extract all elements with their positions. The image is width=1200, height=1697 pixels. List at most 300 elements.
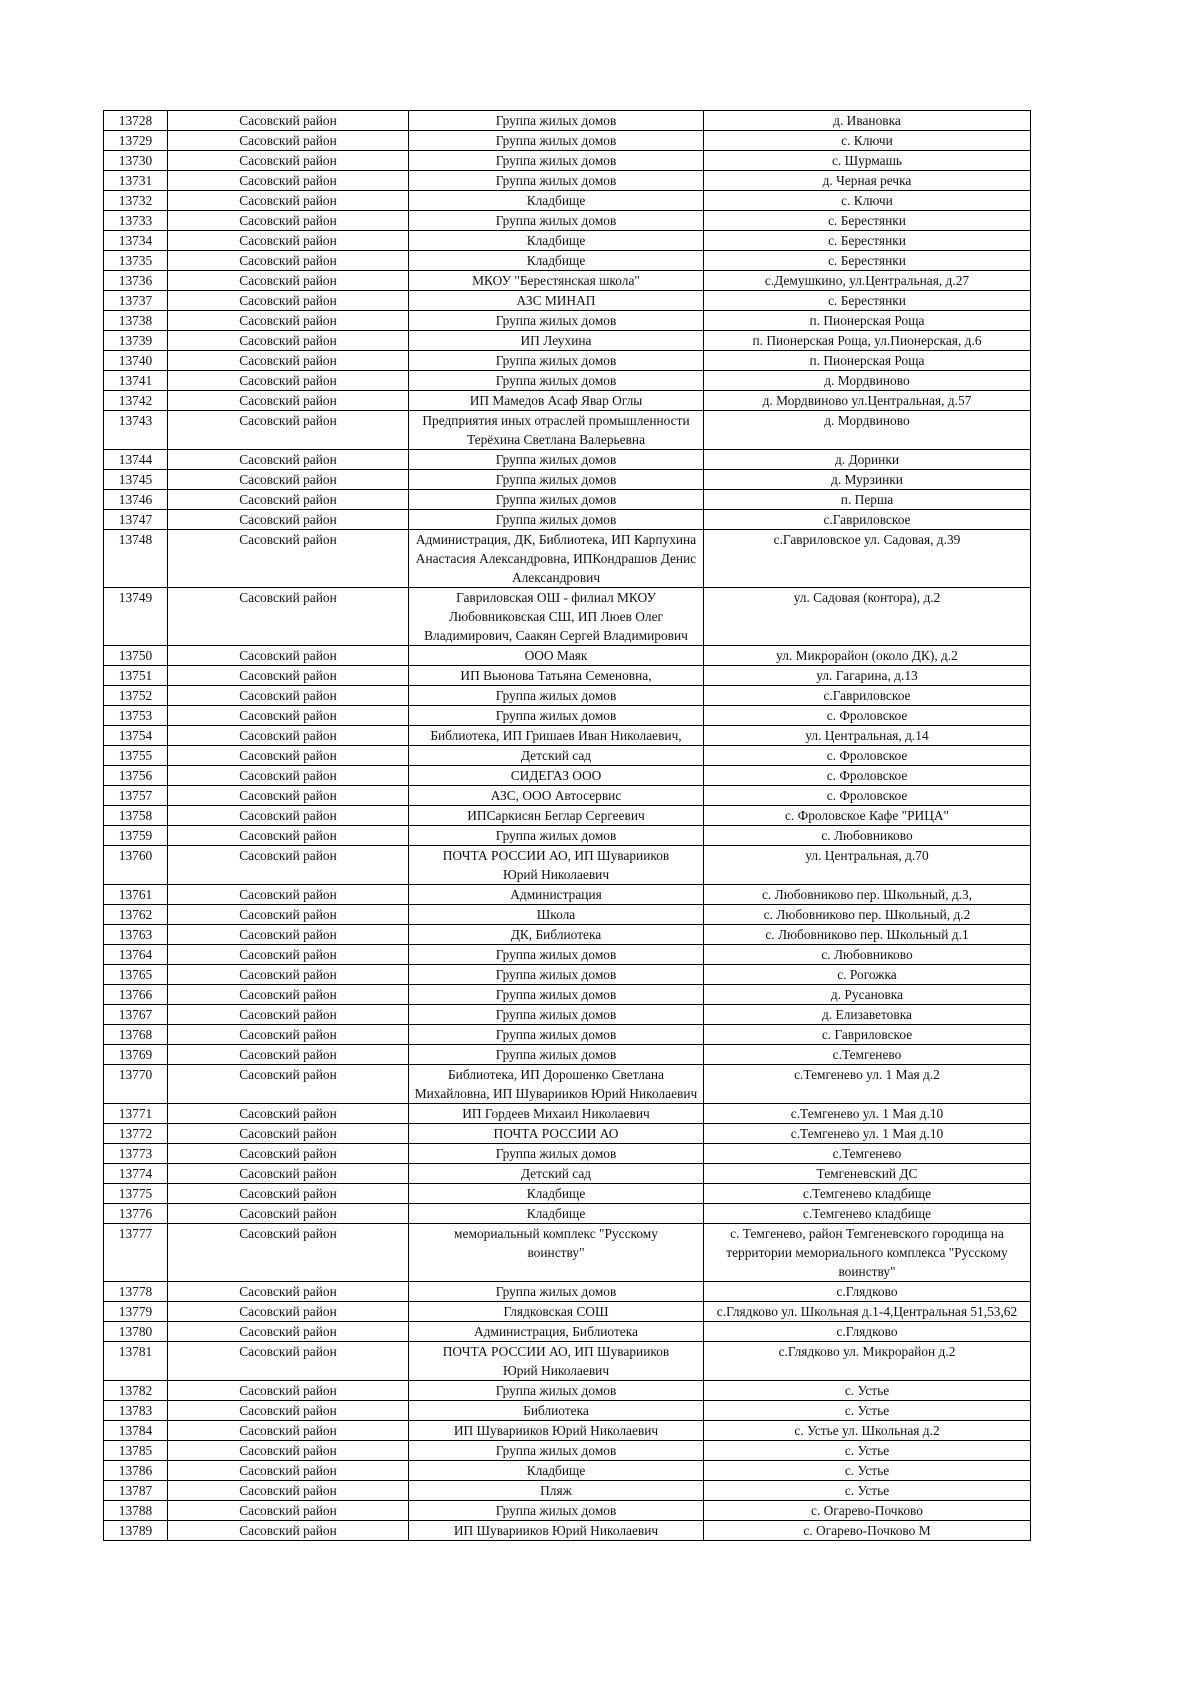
address-cell: с. Огарево-Почково <box>704 1501 1031 1521</box>
table-row <box>104 1501 1031 1521</box>
row-number-cell: 13762 <box>104 905 168 925</box>
table-row <box>104 271 1031 291</box>
table-body <box>104 111 1031 1541</box>
row-number-cell: 13751 <box>104 666 168 686</box>
object-cell: Кладбище <box>409 251 704 271</box>
district-cell: Сасовский район <box>168 1501 409 1521</box>
row-number-cell: 13774 <box>104 1164 168 1184</box>
district-cell: Сасовский район <box>168 1322 409 1342</box>
object-cell: Школа <box>409 905 704 925</box>
object-cell: Пляж <box>409 1481 704 1501</box>
object-cell: Группа жилых домов <box>409 945 704 965</box>
table-row <box>104 530 1031 588</box>
address-cell: с. Любовниково <box>704 826 1031 846</box>
address-cell: д. Мордвиново <box>704 411 1031 450</box>
table-row <box>104 1204 1031 1224</box>
object-cell: Группа жилых домов <box>409 510 704 530</box>
district-cell: Сасовский район <box>168 271 409 291</box>
object-cell: Группа жилых домов <box>409 1381 704 1401</box>
district-cell: Сасовский район <box>168 1441 409 1461</box>
object-cell: Детский сад <box>409 1164 704 1184</box>
row-number-cell: 13741 <box>104 371 168 391</box>
table-row <box>104 211 1031 231</box>
table-row <box>104 311 1031 331</box>
table-row <box>104 1065 1031 1104</box>
object-cell: Группа жилых домов <box>409 151 704 171</box>
address-cell: ул. Центральная, д.70 <box>704 846 1031 885</box>
table-row <box>104 1401 1031 1421</box>
table-row <box>104 1164 1031 1184</box>
row-number-cell: 13781 <box>104 1342 168 1381</box>
row-number-cell: 13735 <box>104 251 168 271</box>
object-cell: Библиотека, ИП Дорошенко Светлана Михайловна, ИП Шуварииков Юрий Николаевич <box>409 1065 704 1104</box>
district-cell: Сасовский район <box>168 131 409 151</box>
district-cell: Сасовский район <box>168 726 409 746</box>
table-row <box>104 1481 1031 1501</box>
table-row <box>104 411 1031 450</box>
district-cell: Сасовский район <box>168 1184 409 1204</box>
table-row <box>104 1521 1031 1541</box>
table-row <box>104 351 1031 371</box>
object-cell: Детский сад <box>409 746 704 766</box>
district-cell: Сасовский район <box>168 450 409 470</box>
district-cell: Сасовский район <box>168 1124 409 1144</box>
object-cell: Группа жилых домов <box>409 490 704 510</box>
row-number-cell: 13747 <box>104 510 168 530</box>
district-cell: Сасовский район <box>168 1481 409 1501</box>
address-cell: с. Ключи <box>704 131 1031 151</box>
row-number-cell: 13745 <box>104 470 168 490</box>
row-number-cell: 13783 <box>104 1401 168 1421</box>
row-number-cell: 13763 <box>104 925 168 945</box>
district-cell: Сасовский район <box>168 1381 409 1401</box>
table-row <box>104 706 1031 726</box>
table-row <box>104 1421 1031 1441</box>
address-cell: с.Глядково <box>704 1322 1031 1342</box>
address-cell: д. Ивановка <box>704 111 1031 131</box>
object-cell: Группа жилых домов <box>409 311 704 331</box>
table-row <box>104 251 1031 271</box>
object-cell: мемориальный комплекс "Русскому воинству" <box>409 1224 704 1282</box>
object-cell: Группа жилых домов <box>409 1144 704 1164</box>
address-cell: с. Темгенево, район Темгеневского городища на территории мемориального комплекса "Русскому воинству" <box>704 1224 1031 1282</box>
district-cell: Сасовский район <box>168 1521 409 1541</box>
district-cell: Сасовский район <box>168 1164 409 1184</box>
row-number-cell: 13748 <box>104 530 168 588</box>
table-row <box>104 1124 1031 1144</box>
district-cell: Сасовский район <box>168 588 409 646</box>
object-cell: Предприятия иных отраслей промышленности Терёхина Светлана Валерьевна <box>409 411 704 450</box>
object-cell: ИП Гордеев Михаил Николаевич <box>409 1104 704 1124</box>
object-cell: Группа жилых домов <box>409 1045 704 1065</box>
table-row <box>104 1302 1031 1322</box>
row-number-cell: 13782 <box>104 1381 168 1401</box>
table-row <box>104 1104 1031 1124</box>
row-number-cell: 13728 <box>104 111 168 131</box>
address-cell: с. Берестянки <box>704 251 1031 271</box>
row-number-cell: 13752 <box>104 686 168 706</box>
address-cell: п. Пионерская Роща, ул.Пионерская, д.6 <box>704 331 1031 351</box>
table-row <box>104 945 1031 965</box>
table-row <box>104 191 1031 211</box>
district-cell: Сасовский район <box>168 945 409 965</box>
object-cell: Администрация <box>409 885 704 905</box>
row-number-cell: 13779 <box>104 1302 168 1322</box>
row-number-cell: 13734 <box>104 231 168 251</box>
table-row <box>104 1224 1031 1282</box>
object-cell: Кладбище <box>409 231 704 251</box>
table-row <box>104 846 1031 885</box>
table-row <box>104 1025 1031 1045</box>
address-cell: с.Темгенево ул. 1 Мая д.10 <box>704 1124 1031 1144</box>
district-cell: Сасовский район <box>168 1045 409 1065</box>
table-row <box>104 1322 1031 1342</box>
district-cell: Сасовский район <box>168 391 409 411</box>
address-cell: ул. Микрорайон (около ДК), д.2 <box>704 646 1031 666</box>
row-number-cell: 13785 <box>104 1441 168 1461</box>
row-number-cell: 13750 <box>104 646 168 666</box>
address-cell: п. Пионерская Роща <box>704 351 1031 371</box>
object-cell: Библиотека, ИП Гришаев Иван Николаевич, <box>409 726 704 746</box>
district-cell: Сасовский район <box>168 111 409 131</box>
object-cell: Группа жилых домов <box>409 1282 704 1302</box>
district-cell: Сасовский район <box>168 965 409 985</box>
district-cell: Сасовский район <box>168 846 409 885</box>
district-cell: Сасовский район <box>168 766 409 786</box>
address-cell: с.Глядково ул. Школьная д.1-4,Центральная 51,53,62 <box>704 1302 1031 1322</box>
object-cell: Группа жилых домов <box>409 211 704 231</box>
address-cell: с.Гавриловское ул. Садовая, д.39 <box>704 530 1031 588</box>
address-cell: с.Глядково <box>704 1282 1031 1302</box>
object-cell: Кладбище <box>409 1461 704 1481</box>
row-number-cell: 13759 <box>104 826 168 846</box>
district-cell: Сасовский район <box>168 985 409 1005</box>
object-cell: АЗС, ООО Автосервис <box>409 786 704 806</box>
district-cell: Сасовский район <box>168 211 409 231</box>
table-row <box>104 1144 1031 1164</box>
table-row <box>104 291 1031 311</box>
district-cell: Сасовский район <box>168 351 409 371</box>
row-number-cell: 13736 <box>104 271 168 291</box>
object-cell: ИП Шуварииков Юрий Николаевич <box>409 1421 704 1441</box>
address-cell: с. Берестянки <box>704 291 1031 311</box>
row-number-cell: 13738 <box>104 311 168 331</box>
table-row <box>104 746 1031 766</box>
row-number-cell: 13771 <box>104 1104 168 1124</box>
object-cell: ООО Маяк <box>409 646 704 666</box>
district-cell: Сасовский район <box>168 331 409 351</box>
table-row <box>104 726 1031 746</box>
district-cell: Сасовский район <box>168 530 409 588</box>
district-cell: Сасовский район <box>168 1421 409 1441</box>
object-cell: Кладбище <box>409 1204 704 1224</box>
address-cell: с. Устье ул. Школьная д.2 <box>704 1421 1031 1441</box>
table-row <box>104 331 1031 351</box>
row-number-cell: 13731 <box>104 171 168 191</box>
object-cell: ИП Шуварииков Юрий Николаевич <box>409 1521 704 1541</box>
row-number-cell: 13765 <box>104 965 168 985</box>
object-cell: Гавриловская ОШ - филиал МКОУ Любовниковская СШ, ИП Люев Олег Владимирович, Саакян Сергей Владимирович <box>409 588 704 646</box>
row-number-cell: 13755 <box>104 746 168 766</box>
address-cell: с.Темгенево ул. 1 Мая д.2 <box>704 1065 1031 1104</box>
address-cell: с. Берестянки <box>704 231 1031 251</box>
row-number-cell: 13732 <box>104 191 168 211</box>
object-cell: Группа жилых домов <box>409 985 704 1005</box>
district-cell: Сасовский район <box>168 311 409 331</box>
row-number-cell: 13749 <box>104 588 168 646</box>
object-cell: Группа жилых домов <box>409 686 704 706</box>
table-row <box>104 1441 1031 1461</box>
district-cell: Сасовский район <box>168 291 409 311</box>
address-cell: ул. Центральная, д.14 <box>704 726 1031 746</box>
row-number-cell: 13780 <box>104 1322 168 1342</box>
address-cell: с. Ключи <box>704 191 1031 211</box>
row-number-cell: 13786 <box>104 1461 168 1481</box>
table-row <box>104 371 1031 391</box>
district-cell: Сасовский район <box>168 411 409 450</box>
district-cell: Сасовский район <box>168 470 409 490</box>
object-cell: Глядковская СОШ <box>409 1302 704 1322</box>
address-cell: с. Любовниково пер. Школьный, д.3, <box>704 885 1031 905</box>
row-number-cell: 13756 <box>104 766 168 786</box>
row-number-cell: 13772 <box>104 1124 168 1144</box>
object-cell: Группа жилых домов <box>409 111 704 131</box>
address-cell: с. Устье <box>704 1481 1031 1501</box>
object-cell: Кладбище <box>409 1184 704 1204</box>
district-cell: Сасовский район <box>168 786 409 806</box>
district-cell: Сасовский район <box>168 1065 409 1104</box>
district-cell: Сасовский район <box>168 1461 409 1481</box>
district-cell: Сасовский район <box>168 885 409 905</box>
table-row <box>104 766 1031 786</box>
table-row <box>104 666 1031 686</box>
table-row <box>104 885 1031 905</box>
district-cell: Сасовский район <box>168 1104 409 1124</box>
object-cell: Группа жилых домов <box>409 371 704 391</box>
district-cell: Сасовский район <box>168 806 409 826</box>
object-cell: Группа жилых домов <box>409 1501 704 1521</box>
address-cell: с. Огарево-Почково М <box>704 1521 1031 1541</box>
table-row <box>104 646 1031 666</box>
row-number-cell: 13740 <box>104 351 168 371</box>
district-cell: Сасовский район <box>168 1025 409 1045</box>
row-number-cell: 13770 <box>104 1065 168 1104</box>
address-cell: с. Устье <box>704 1461 1031 1481</box>
district-cell: Сасовский район <box>168 646 409 666</box>
object-cell: Группа жилых домов <box>409 171 704 191</box>
object-cell: Группа жилых домов <box>409 965 704 985</box>
table-row <box>104 490 1031 510</box>
table-row <box>104 588 1031 646</box>
district-cell: Сасовский район <box>168 1401 409 1421</box>
table-row <box>104 686 1031 706</box>
address-cell: с.Темгенево кладбище <box>704 1204 1031 1224</box>
object-cell: Группа жилых домов <box>409 450 704 470</box>
object-cell: Группа жилых домов <box>409 470 704 490</box>
row-number-cell: 13737 <box>104 291 168 311</box>
row-number-cell: 13730 <box>104 151 168 171</box>
district-cell: Сасовский район <box>168 371 409 391</box>
table-row <box>104 171 1031 191</box>
district-cell: Сасовский район <box>168 1282 409 1302</box>
district-cell: Сасовский район <box>168 706 409 726</box>
address-cell: с. Фроловское Кафе "РИЦА" <box>704 806 1031 826</box>
row-number-cell: 13788 <box>104 1501 168 1521</box>
object-cell: ПОЧТА РОССИИ АО, ИП Шуварииков Юрий Николаевич <box>409 846 704 885</box>
district-cell: Сасовский район <box>168 1005 409 1025</box>
table-row <box>104 1045 1031 1065</box>
row-number-cell: 13766 <box>104 985 168 1005</box>
district-cell: Сасовский район <box>168 191 409 211</box>
object-cell: ИП Вьюнова Татьяна Семеновна, <box>409 666 704 686</box>
row-number-cell: 13758 <box>104 806 168 826</box>
address-cell: с. Гавриловское <box>704 1025 1031 1045</box>
object-cell: ПОЧТА РОССИИ АО <box>409 1124 704 1144</box>
address-cell: ул. Садовая (контора), д.2 <box>704 588 1031 646</box>
row-number-cell: 13789 <box>104 1521 168 1541</box>
object-cell: Группа жилых домов <box>409 1025 704 1045</box>
address-cell: д. Черная речка <box>704 171 1031 191</box>
table-row <box>104 806 1031 826</box>
table-row <box>104 1461 1031 1481</box>
object-cell: Группа жилых домов <box>409 826 704 846</box>
row-number-cell: 13777 <box>104 1224 168 1282</box>
object-cell: ИП Леухина <box>409 331 704 351</box>
district-cell: Сасовский район <box>168 826 409 846</box>
address-cell: с.Темгенево кладбище <box>704 1184 1031 1204</box>
table-row <box>104 1005 1031 1025</box>
address-cell: с.Демушкино, ул.Центральная, д.27 <box>704 271 1031 291</box>
row-number-cell: 13744 <box>104 450 168 470</box>
address-cell: с.Темгенево <box>704 1045 1031 1065</box>
district-cell: Сасовский район <box>168 666 409 686</box>
row-number-cell: 13757 <box>104 786 168 806</box>
district-cell: Сасовский район <box>168 1144 409 1164</box>
table-row <box>104 925 1031 945</box>
row-number-cell: 13776 <box>104 1204 168 1224</box>
district-cell: Сасовский район <box>168 1342 409 1381</box>
waste-site-table <box>103 110 1031 1541</box>
object-cell: Группа жилых домов <box>409 1005 704 1025</box>
district-cell: Сасовский район <box>168 925 409 945</box>
table-row <box>104 510 1031 530</box>
address-cell: п. Перша <box>704 490 1031 510</box>
row-number-cell: 13768 <box>104 1025 168 1045</box>
table-row <box>104 1184 1031 1204</box>
table-row <box>104 470 1031 490</box>
table-row <box>104 1381 1031 1401</box>
address-cell: с.Темгенево <box>704 1144 1031 1164</box>
address-cell: с. Устье <box>704 1441 1031 1461</box>
district-cell: Сасовский район <box>168 231 409 251</box>
row-number-cell: 13775 <box>104 1184 168 1204</box>
address-cell: с. Шурмашь <box>704 151 1031 171</box>
district-cell: Сасовский район <box>168 905 409 925</box>
table-row <box>104 965 1031 985</box>
table-row <box>104 905 1031 925</box>
district-cell: Сасовский район <box>168 151 409 171</box>
address-cell: с. Фроловское <box>704 766 1031 786</box>
table-row <box>104 231 1031 251</box>
address-cell: д. Доринки <box>704 450 1031 470</box>
row-number-cell: 13746 <box>104 490 168 510</box>
address-cell: с. Рогожка <box>704 965 1031 985</box>
object-cell: Группа жилых домов <box>409 706 704 726</box>
address-cell: Темгеневский ДС <box>704 1164 1031 1184</box>
district-cell: Сасовский район <box>168 1302 409 1322</box>
address-cell: с. Фроловское <box>704 786 1031 806</box>
row-number-cell: 13754 <box>104 726 168 746</box>
district-cell: Сасовский район <box>168 686 409 706</box>
row-number-cell: 13764 <box>104 945 168 965</box>
table-row <box>104 391 1031 411</box>
object-cell: Группа жилых домов <box>409 351 704 371</box>
row-number-cell: 13729 <box>104 131 168 151</box>
object-cell: ИПСаркисян Беглар Сергеевич <box>409 806 704 826</box>
address-cell: с. Любовниково <box>704 945 1031 965</box>
address-cell: с.Гавриловское <box>704 686 1031 706</box>
district-cell: Сасовский район <box>168 490 409 510</box>
table-row <box>104 1342 1031 1381</box>
address-cell: с. Фроловское <box>704 746 1031 766</box>
row-number-cell: 13760 <box>104 846 168 885</box>
object-cell: АЗС МИНАП <box>409 291 704 311</box>
address-cell: с. Берестянки <box>704 211 1031 231</box>
table-row <box>104 111 1031 131</box>
object-cell: Администрация, ДК, Библиотека, ИП Карпухина Анастасия Александровна, ИПКондрашов Денис Александрович <box>409 530 704 588</box>
table-row <box>104 985 1031 1005</box>
object-cell: Группа жилых домов <box>409 1441 704 1461</box>
district-cell: Сасовский район <box>168 1224 409 1282</box>
address-cell: д. Мордвиново ул.Центральная, д.57 <box>704 391 1031 411</box>
row-number-cell: 13743 <box>104 411 168 450</box>
object-cell: Кладбище <box>409 191 704 211</box>
table-row <box>104 1282 1031 1302</box>
row-number-cell: 13787 <box>104 1481 168 1501</box>
table-row <box>104 450 1031 470</box>
row-number-cell: 13753 <box>104 706 168 726</box>
address-cell: д. Мурзинки <box>704 470 1031 490</box>
object-cell: ПОЧТА РОССИИ АО, ИП Шуварииков Юрий Николаевич <box>409 1342 704 1381</box>
district-cell: Сасовский район <box>168 171 409 191</box>
object-cell: ИП Мамедов Асаф Явар Оглы <box>409 391 704 411</box>
address-cell: д. Мордвиново <box>704 371 1031 391</box>
row-number-cell: 13733 <box>104 211 168 231</box>
row-number-cell: 13784 <box>104 1421 168 1441</box>
address-cell: п. Пионерская Роща <box>704 311 1031 331</box>
row-number-cell: 13761 <box>104 885 168 905</box>
district-cell: Сасовский район <box>168 746 409 766</box>
row-number-cell: 13739 <box>104 331 168 351</box>
address-cell: с.Темгенево ул. 1 Мая д.10 <box>704 1104 1031 1124</box>
address-cell: с.Гавриловское <box>704 510 1031 530</box>
address-cell: с. Фроловское <box>704 706 1031 726</box>
row-number-cell: 13769 <box>104 1045 168 1065</box>
table-row <box>104 131 1031 151</box>
table-row <box>104 151 1031 171</box>
district-cell: Сасовский район <box>168 251 409 271</box>
address-cell: ул. Гагарина, д.13 <box>704 666 1031 686</box>
district-cell: Сасовский район <box>168 510 409 530</box>
table-row <box>104 786 1031 806</box>
row-number-cell: 13742 <box>104 391 168 411</box>
object-cell: Библиотека <box>409 1401 704 1421</box>
object-cell: МКОУ "Берестянская школа" <box>409 271 704 291</box>
table-row <box>104 826 1031 846</box>
object-cell: ДК, Библиотека <box>409 925 704 945</box>
address-cell: с.Глядково ул. Микрорайон д.2 <box>704 1342 1031 1381</box>
row-number-cell: 13773 <box>104 1144 168 1164</box>
